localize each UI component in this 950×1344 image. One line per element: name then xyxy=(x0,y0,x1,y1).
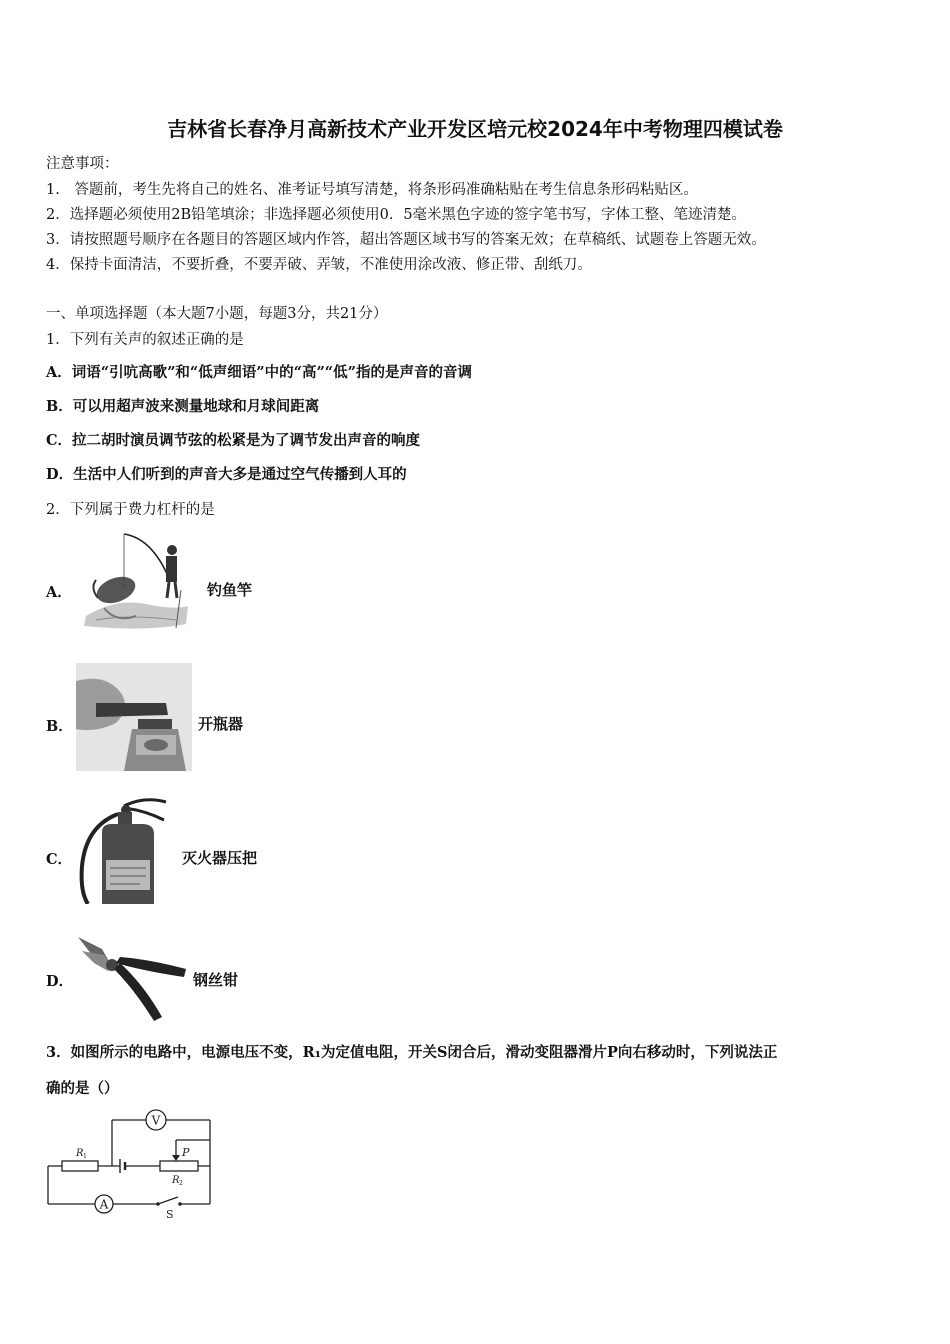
notice-item: 4．保持卡面清洁，不要折叠，不要弄破、弄皱，不准使用涂改液、修正带、刮纸刀。 xyxy=(46,257,592,273)
notice-item: 2．选择题必须使用2B铅笔填涂；非选择题必须使用0．5毫米黑色字迹的签字笔书写，字体工整、笔迹清楚。 xyxy=(46,207,747,223)
question-2-option-a-text: 钓鱼竿 xyxy=(207,581,253,599)
resistor-r2 xyxy=(160,1161,198,1171)
fire-extinguisher-icon xyxy=(74,796,172,904)
question-2-option-d-text: 钢丝钳 xyxy=(193,971,239,989)
question-2-option-a-label: A． xyxy=(46,584,72,601)
section-heading: 一、单项选择题（本大题7小题，每题3分，共21分） xyxy=(46,306,388,322)
notice-heading: 注意事项： xyxy=(46,156,119,172)
switch-blade xyxy=(158,1197,178,1204)
question-3-stem: 3．如图所示的电路中，电源电压不变，R₁为定值电阻，开关S闭合后，滑动变阻器滑片P向右移动时，下列说法正 xyxy=(46,1044,778,1061)
switch-contact xyxy=(178,1202,182,1206)
ammeter-label: A xyxy=(99,1197,109,1212)
question-1-option-d: D．生活中人们听到的声音大多是通过空气传播到人耳的 xyxy=(46,466,407,483)
voltmeter-label: V xyxy=(151,1113,161,1128)
circuit-diagram xyxy=(40,1104,220,1222)
resistor-r1 xyxy=(62,1161,98,1171)
slider-p-label: P xyxy=(182,1146,190,1159)
notice-item: 1. 答题前，考生先将自己的姓名、准考证号填写清楚，将条形码准确粘贴在考生信息条形码粘贴区。 xyxy=(46,182,698,198)
question-2-option-d-label: D． xyxy=(46,973,74,990)
exam-title: 吉林省长春净月高新技术产业开发区培元校2024年中考物理四模试卷 xyxy=(167,117,783,141)
pliers-icon xyxy=(74,929,188,1025)
question-1-option-b: B．可以用超声波来测量地球和月球间距离 xyxy=(46,398,320,415)
r2-label: R xyxy=(172,1175,180,1186)
question-3-stem-continued: 确的是（） xyxy=(46,1080,119,1097)
question-2-option-b-text: 开瓶器 xyxy=(198,715,244,733)
switch-label: S xyxy=(166,1208,174,1221)
question-1-option-a: A．词语“引吭高歌”和“低声细语”中的“高”“低”指的是声音的音调 xyxy=(46,364,472,381)
switch-contact xyxy=(156,1202,160,1206)
fishing-rod-icon xyxy=(76,528,194,632)
r1-label: R xyxy=(76,1148,84,1159)
question-2-option-c-label: C． xyxy=(46,851,73,868)
slider-arrow xyxy=(172,1155,180,1161)
notice-item: 3．请按照题号顺序在各题目的答题区域内作答，超出答题区域书写的答案无效；在草稿纸、试题卷上答题无效。 xyxy=(46,232,766,248)
r2-subscript: 2 xyxy=(179,1180,183,1187)
question-2-stem: 2．下列属于费力杠杆的是 xyxy=(46,502,215,518)
question-1-option-c: C．拉二胡时演员调节弦的松紧是为了调节发出声音的响度 xyxy=(46,432,421,449)
r1-subscript: 1 xyxy=(83,1153,87,1160)
bottle-opener-icon xyxy=(76,663,192,771)
question-2-option-c-text: 灭火器压把 xyxy=(182,849,258,867)
question-1-stem: 1．下列有关声的叙述正确的是 xyxy=(46,332,244,348)
question-2-option-b-label: B． xyxy=(46,718,73,735)
